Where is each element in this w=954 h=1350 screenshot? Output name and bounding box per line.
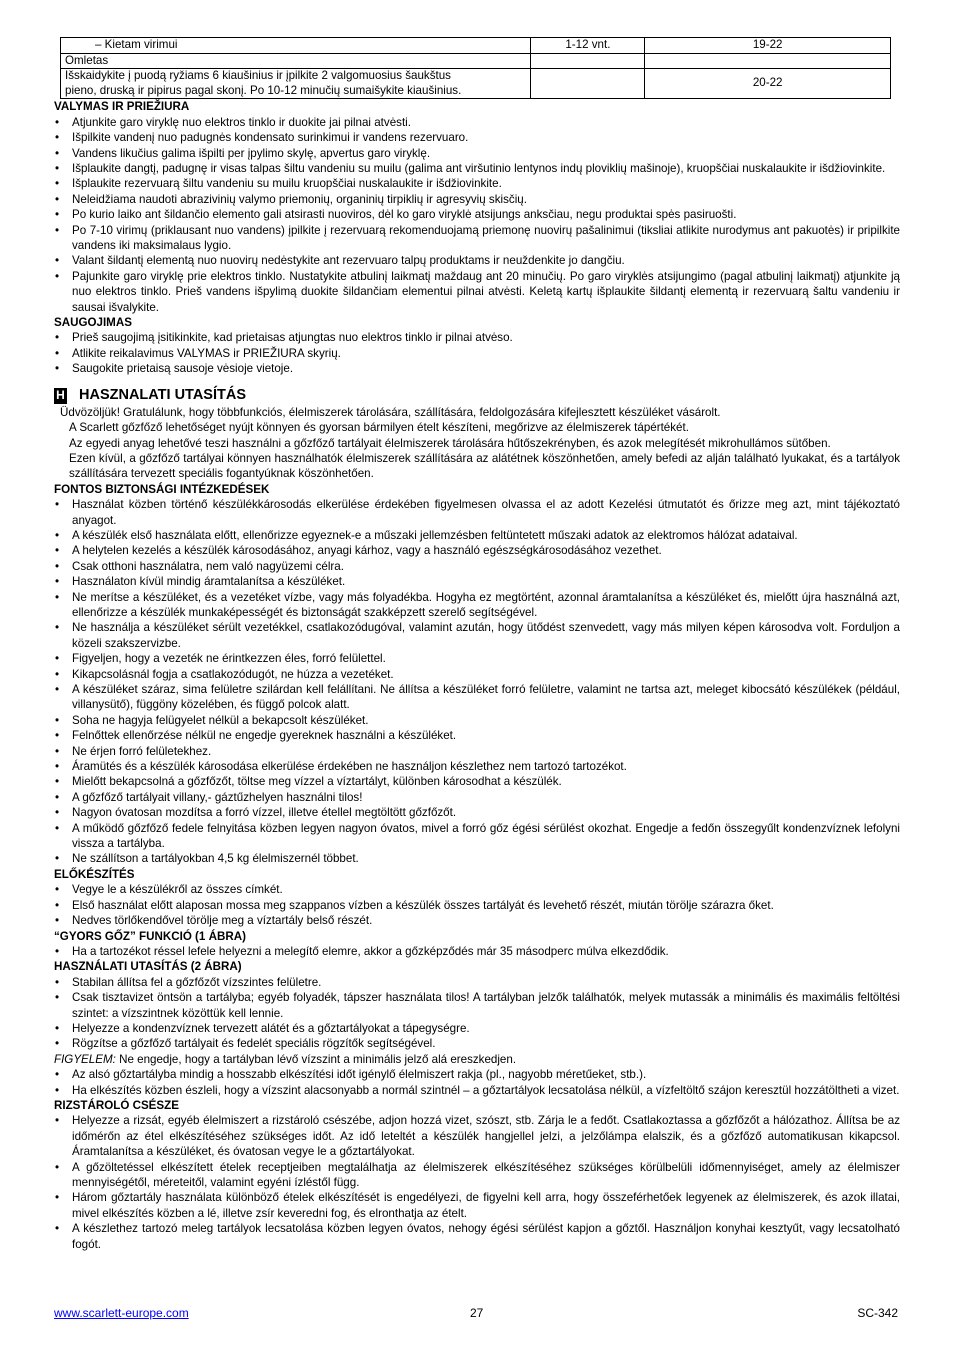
list-item: • Az alsó gőztartályba mindig a hosszabb elkészítési időt igénylő élelmiszert rakja (pl., nagyobb méretűeket, stb.).	[54, 1067, 900, 1082]
table-cell-line: Išskaidykite į puodą ryžiams 6 kiaušinius ir įpilkite 2 valgomuosius šaukštus	[65, 69, 451, 83]
table-cell	[531, 69, 645, 99]
table-cell	[645, 53, 891, 69]
bullet-list	[54, 115, 900, 315]
list-item: • Használaton kívül mindig áramtalanítsa a készüléket.	[54, 574, 900, 589]
table-cell: 19-22	[645, 38, 891, 54]
list-item: • Csak tisztavizet öntsön a tartályba; egyéb folyadék, tápszer használata tilos! A tartályban jelzők találhatók, melyek mutassák a minimális és maximális feltöltési szintet: a vízszintnek közöttük kell lennie.	[54, 990, 900, 1021]
list-item: • Vandens likučius galima išpilti per įpylimo skylę, apvertus garo viryklę.	[54, 146, 900, 161]
section-heading: RIZSTÁROLÓ CSÉSZE	[54, 1098, 179, 1112]
document-page	[54, 37, 900, 1252]
section-heading: VALYMAS IR PRIEŽIURA	[54, 100, 190, 114]
intro-paragraph: Az egyedi anyag lehetővé teszi használni a gőzfőző tartályait élelmiszerek tárolására hűtőszekrényben, és azok melegítését mikrohullámos sütőben.	[69, 436, 831, 450]
section-heading: HASZNÁLATI UTASÍTÁS (2 ÁBRA)	[54, 960, 242, 974]
list-item: • A gőzöltetéssel elkészített ételek receptjeiben megtalálhatja az élelmiszerek elkészítéséhez szükséges körülbelüli időmennyiséget, amely az élelmiszer mennyiségétől, méreteitől, valamint egyéni ízléstől függ.	[54, 1160, 900, 1191]
list-item: • Figyeljen, hogy a vezeték ne érintkezzen éles, forró felülettel.	[54, 651, 900, 666]
model-number: SC-342	[857, 1306, 898, 1320]
section-heading: ELŐKÉSZÍTÉS	[54, 867, 135, 881]
table-cell: 20-22	[645, 69, 891, 99]
list-item: • Ne merítse a készüléket, és a vezetéket vízbe, vagy más folyadékba. Hogyha ez megtörtént, azonnal áramtalanítsa a készüléket és, mielőtt újra használná azt, ellenőrizze a készülék munkaképességét és biztonságát szakképzett szerelő segítségével.	[54, 590, 900, 621]
list-item: • Rögzítse a gőzfőző tartályait és fedelét speciális rögzítők segítségével.	[54, 1036, 900, 1051]
list-item: • Helyezze a rizsát, egyéb élelmiszert a rizstároló csészébe, adjon hozzá vizet, szószt, stb. Zárja le a fedőt. Csatlakoztassa a gőzfőzőt a hálózathoz. Állítsa be az időmérőn az étel elkészítéséhez szükséges időt. Az idő leteltét a készülék hangjellel jelzi, a jelzőlámpa elalszik, és a gőzfőző automatikusan kikapcsol. Áramtalanítsa a készüléket, és óvatosan vegye le a gőztartályokat.	[54, 1113, 900, 1159]
list-item: • Helyezze a kondenzvíznek tervezett alátét és a gőztartályokat a tápegységre.	[54, 1021, 900, 1036]
list-item: • Po kurio laiko ant šildančio elemento gali atsirasti nuoviros, dėl ko garo viryklė atsijungs anksčiau, negu produktai spės pasiruošti.	[54, 207, 900, 222]
warning-note	[54, 1052, 900, 1067]
list-item: • Išpilkite vandenį nuo padugnės kondensato surinkimui ir vandens rezervuaro.	[54, 130, 900, 145]
list-item: • Išplaukite dangtį, padugnę ir visas talpas šiltu vandeniu su muilu (galima ant viršutinio lentynos indų ploviklių mašinoje), kruopščiai nuskalaukite ir išdžiovinkite.	[54, 161, 900, 176]
list-item: • Ne használja a készüléket sérült vezetékkel, csatlakozódugóval, valamint azután, hogy ütődést szenvedett, vagy más milyen képen károsodva volt. Forduljon a közeli szakszervizbe.	[54, 620, 900, 651]
table-row	[61, 69, 891, 99]
list-item: • Išplaukite rezervuarą šiltu vandeniu su muilu kruopščiai nuskalaukite ir išdžiovinkite.	[54, 176, 900, 191]
list-item: • Kikapcsolásnál fogja a csatlakozódugót, ne húzza a vezetéket.	[54, 667, 900, 682]
warning-label: FIGYELEM:	[54, 1052, 116, 1066]
list-item: • Nagyon óvatosan mozdítsa a forró vízzel, illetve étellel megtöltött gőzfőzőt.	[54, 805, 900, 820]
list-item: • A készlethez tartozó meleg tartályok lecsatolása közben legyen óvatos, nehogy égési sérülést kapjon a gőztől. Használjon konyhai kesztyűt, vagy lecsatolható fogót.	[54, 1221, 900, 1252]
cooking-table	[60, 37, 891, 99]
bullet-list	[54, 497, 900, 867]
intro-paragraph: Ezen kívül, a gőzfőző tartályai könnyen használhatók élelmiszerek szállítására az alátétnek köszönhetően, amely befedi az alján található lyukakat, és a tartályok szállítására tervezett speciális fogantyúknak köszönhetően.	[69, 451, 900, 481]
bullet-list	[54, 975, 900, 1052]
table-cell-line: pieno, druską ir pipirus pagal skonį. Po 10-12 minučių sumaišykite kiaušinius.	[65, 83, 462, 97]
list-item: • Po 7-10 virimų (priklausant nuo vandens) įpilkite į rezervuarą rekomenduojamą priemonę nuovirų pašalinimui (tiksliai atlikite nurodymus ant pakuotės) ir pripilkite vandens iki maksimalaus lygio.	[54, 223, 900, 254]
language-section-title: HASZNALATI UTASÍTÁS	[79, 386, 247, 403]
bullet-list	[54, 944, 900, 959]
list-item: • Pajunkite garo viryklę prie elektros tinklo. Nustatykite atbulinį laikmatį maždaug ant 20 minučių. Po garo viryklės atsijungimo (pagal atbulinį laikmatį) atjunkite ją nuo elektros tinklo. Prieš vandens išpylimą duokite šildančiam elementui pilnai atvėsti. Keletą kartų išplaukite šildantį elementą ir rezervuarą šaltu vandeniu ir sausai išvalykite.	[54, 269, 900, 315]
list-item: • Ha a tartozékot réssel lefele helyezni a melegítő elemre, akkor a gőzképződés már 35 másodperc múlva elkezdődik.	[54, 944, 900, 959]
table-cell	[531, 53, 645, 69]
list-item: • A működő gőzfőző fedele felnyitása közben legyen nagyon óvatos, mivel a forró gőz égési sérülést okozhat. Engedje a fedőn összegyűlt kondenzvíznek lefolyni vissza a tartályba.	[54, 821, 900, 852]
list-item: • Vegye le a készülékről az összes címkét.	[54, 882, 900, 897]
list-item: • Használat közben történő készülékkárosodás elkerülése érdekében figyelmesen olvassa el az adott Kezelési útmutatót és őrizze meg azt, mint tájékoztató anyagot.	[54, 497, 900, 528]
list-item: • A készüléket száraz, sima felületre szilárdan kell felállítani. Ne állítsa a készüléket forró felületre, valamint ne tartsa azt, meleget kibocsátó készülékek (például, villanysütő), függöny közelében, és függő polcok alatt.	[54, 682, 900, 713]
list-item: • Mielőtt bekapcsolná a gőzfőzőt, töltse meg vízzel a víztartályt, különben károsodhat a készülék.	[54, 774, 900, 789]
intro-paragraph: A Scarlett gőzfőző lehetőséget nyújt könnyen és gyorsan bármilyen ételt készíteni, megőrizve az élelmiszerek tápértékét.	[69, 421, 689, 435]
list-item: • A helytelen kezelés a készülék károsodásához, anyagi kárhoz, vagy a használó egészségkárosodásához vezethet.	[54, 543, 900, 558]
bullet-list	[54, 882, 900, 928]
list-item: • Csak otthoni használatra, nem való nagyüzemi célra.	[54, 559, 900, 574]
list-item: • Felnőttek ellenőrzése nélkül ne engedje gyereknek használni a készüléket.	[54, 728, 900, 743]
bullet-list	[54, 1067, 900, 1098]
list-item: • Nedves törlőkendővel törölje meg a víztartály belső részét.	[54, 913, 900, 928]
language-section-header	[54, 388, 900, 404]
table-cell: 1-12 vnt.	[531, 38, 645, 54]
list-item: • A készülék első használata előtt, ellenőrizze egyeznek-e a műszaki jellemzésben feltüntetett műszaki adatok az elektromos hálózat adataival.	[54, 528, 900, 543]
list-item: • Első használat előtt alaposan mossa meg szappanos vízben a készülék összes tartályát és levehető részét, miután törölje szárazra őket.	[54, 898, 900, 913]
list-item: • Áramütés és a készülék károsodása elkerülése érdekében ne használjon készlethez nem tartozó tartozékot.	[54, 759, 900, 774]
table-cell	[61, 38, 531, 54]
list-item: • Ne érjen forró felületekhez.	[54, 744, 900, 759]
section-heading: FONTOS BIZTONSÁGI INTÉZKEDÉSEK	[54, 482, 270, 496]
table-row	[61, 38, 891, 54]
list-item: • Atjunkite garo viryklę nuo elektros tinklo ir duokite jai pilnai atvėsti.	[54, 115, 900, 130]
table-cell	[61, 69, 531, 99]
bullet-list	[54, 1113, 900, 1252]
list-item: • Prieš saugojimą įsitikinkite, kad prietaisas atjungtas nuo elektros tinklo ir pilnai atvėso.	[54, 330, 900, 345]
warning-text: Ne engedje, hogy a tartályban lévő vízszint a minimális jelző alá ereszkedjen.	[115, 1052, 517, 1066]
list-item: • Saugokite prietaisą sausoje vėsioje vietoje.	[54, 361, 900, 376]
bullet-list	[54, 330, 900, 376]
list-item: • Valant šildantį elementą nuo nuovirų nedėstykite ant rezervuaro talpų produktams ir neuždenkite jo dangčiu.	[54, 253, 900, 268]
intro-text	[54, 405, 900, 482]
list-item: • Stabilan állítsa fel a gőzfőzőt vízszintes felületre.	[54, 975, 900, 990]
page-number: 27	[470, 1306, 484, 1320]
list-item: • Ne szállítson a tartályokban 4,5 kg élelmiszernél többet.	[54, 851, 900, 866]
intro-paragraph: Üdvözöljük! Gratulálunk, hogy többfunkciós, élelmiszerek tárolására, szállítására, feldolgozására kifejlesztett készüléket vásárolt.	[60, 405, 721, 419]
language-badge: H	[54, 388, 67, 404]
list-item: • Ha elkészítés közben észleli, hogy a vízszint alacsonyabb a normál szintnél – a gőztartályok lecsatolása nélkül, a vízfeltöltő szájon keresztül hozzátöltheti a vizet.	[54, 1083, 900, 1098]
table-cell: Omletas	[61, 53, 531, 69]
list-item: • Neleidžiama naudoti abrazivinių valymo priemonių, organinių tirpiklių ir agresyvių skisčių.	[54, 192, 900, 207]
table-cell-text: – Kietam virimui	[95, 38, 178, 51]
website-link[interactable]: www.scarlett-europe.com	[54, 1306, 189, 1320]
list-item: • A gőzfőző tartályait villany,- gáztűzhelyen használni tilos!	[54, 790, 900, 805]
list-item: • Három gőztartály használata különböző ételek elkészítését is engedélyezi, de figyelni kell arra, hogy összeférhetőek legyenek az élelmiszerek, és azok illatai, mivel elkészítés közben a lé, illetve zsír keveredni fog, és elronthatja az ételt.	[54, 1190, 900, 1221]
section-heading: SAUGOJIMAS	[54, 316, 132, 330]
section-heading: “GYORS GŐZ” FUNKCIÓ (1 ÁBRA)	[54, 929, 246, 943]
list-item: • Atlikite reikalavimus VALYMAS ir PRIEŽIURA skyrių.	[54, 346, 900, 361]
table-row	[61, 53, 891, 69]
list-item: • Soha ne hagyja felügyelet nélkül a bekapcsolt készüléket.	[54, 713, 900, 728]
